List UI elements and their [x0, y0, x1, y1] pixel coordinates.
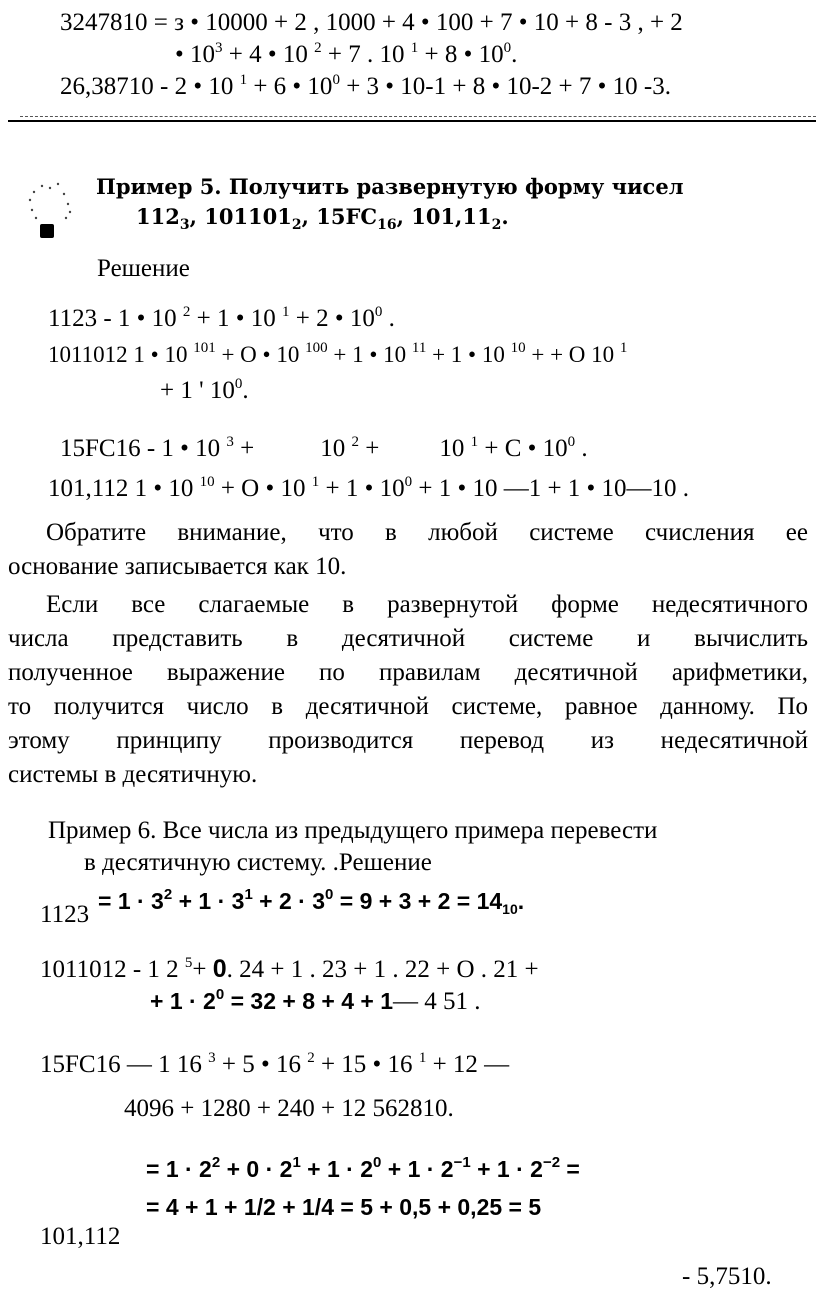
- conversion-2-line-1: 1011012 - 1 2 $^5$+ 0. 24 + 1 . 23 + 1 . 22 + О . 21 +: [40, 955, 539, 983]
- example6-heading: Пример 6. Все числа из предыдущего примера перевести: [48, 817, 658, 844]
- scan-divider-dashed: [20, 116, 816, 117]
- example5-heading: Пример 5. Получить развернутую форму чисел: [96, 174, 684, 199]
- conversion-2-line-2: + $1 \cdot 2^0 = 32 + 8 + 4$ + 1— 4 51 .: [150, 986, 481, 1015]
- solution-row-1: 1123 - 1 • 10 $^2$ + 1 • 10 $^1$ + 2 • $10^0$ .: [48, 304, 395, 332]
- solution-row-2: 1011012 1 • 10 $^{101}$ + О • 10 $^{100}$ + 1 • 10 $^{11}$ + 1 • 10 $^{10}$ + + О 10 $^1$: [48, 340, 628, 367]
- conversion-4-result: - 5,7510.: [682, 1263, 772, 1290]
- conversion-4-line-1: = $1 \cdot 2^2 + 0 \cdot 2^1 + 1 \cdot 2^0 + 1 \cdot 2^{-1} + 1 \cdot 2^{-2}$ =: [146, 1154, 580, 1182]
- conversion-1-expression: = $1 \cdot 3^2 + 1 \cdot 3^1 + 2 \cdot 3^0 = 9 + 3 + 2 = 14_{10}$.: [98, 886, 525, 917]
- conversion-4-line-2: = 4 + 1 + 1/2 + 1/4 = 5 + 0,5 + 0,25 = 5: [146, 1194, 542, 1220]
- solution-label: Решение: [97, 255, 190, 282]
- example6-heading-2: в десятичную систему. .Решение: [84, 849, 432, 876]
- scan-artifact-icon: [14, 178, 84, 248]
- note-paragraph: Обратите внимание, что в любой системе счисления ее основание записывается как 10.: [8, 519, 808, 580]
- solution-row-4: 15FC16 - 1 • 10 $^3$ + 10 $^2$ + 10 $^1$ + С • $10^0$ .: [60, 434, 588, 462]
- conversion-1-label: 1123: [40, 901, 90, 928]
- scan-divider-line: [8, 120, 816, 122]
- conversion-4-label: 101,112: [40, 1223, 121, 1250]
- explanation-paragraph: Если все слагаемые в развернутой форме недесятичного числа представить в десятичной системе и вычислить полученное выражение по правилам десятичной арифметики, то получится число в десятичной системе, равное данному. По этому принципу производится перевод из недесятичной системы в десятичную.: [8, 591, 808, 788]
- expansion-line-3: 26,38710 - 2 • 10 $^1$ + 6 • $10^0 + 3$ • 10-1 + 8 • 10-2 + 7 • 10 -3.: [60, 72, 671, 100]
- expansion-line-2: • $10^3 + 4$ • 10 $^2$ + 7 . 10 $^1$ + 8 • $10^0$.: [175, 40, 518, 68]
- conversion-3-line-1: 15FC16 — 1 16 $^3$ + 5 • 16 $^2$ + 15 • 16 $^1$ + 12 —: [40, 1050, 510, 1078]
- solution-row-3: + 1 ' $10^0$.: [160, 376, 249, 404]
- example5-numbers: $112_3$, $101101_2$, $15FC_{16}$, $101,11_2$.: [136, 204, 509, 233]
- conversion-3-line-2: 4096 + 1280 + 240 + 12 562810.: [124, 1095, 454, 1122]
- expansion-line-1: 3247810 = з • 10000 + 2 , 1000 + 4 • 100 + 7 • 10 + 8 - 3 , + 2: [60, 9, 683, 36]
- solution-row-5: 101,112 1 • 10 $^{10}$ + О • 10 $^1$ + 1 • $10^0 + 1$ • 10 —1 + 1 • 10—10 .: [48, 474, 690, 502]
